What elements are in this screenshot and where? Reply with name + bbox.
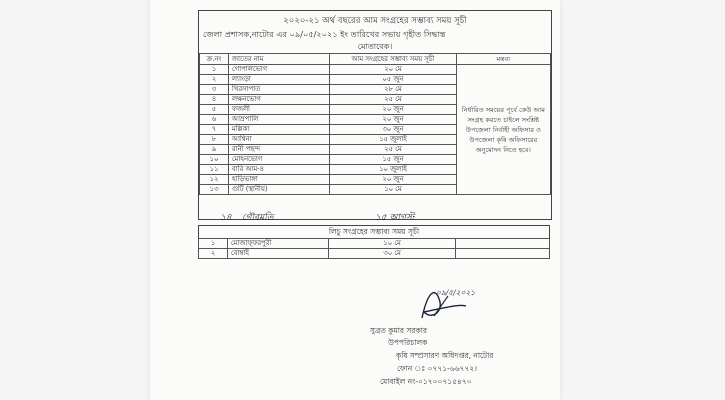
document-subtitle: জেলা প্রশাসক,নাটোর এর ০৯/০৫/২০২১ ইং তারিখের সভায় গৃহীত সিদ্ধান্ত [203, 29, 446, 39]
row-sl: ৫ [200, 105, 229, 115]
row-variety: খিরসাপাত [228, 85, 329, 95]
row-sl: ৬ [200, 115, 229, 125]
row-date: ০৫ জুন [330, 75, 457, 85]
litchi-title: লিচু সংগ্রহের সম্ভাব্য সময় সূচী [198, 225, 550, 239]
row-date: ১০ মে [330, 185, 457, 195]
row-date: ৩০ জুন [330, 125, 457, 135]
litchi-schedule-table [198, 238, 550, 259]
row-date: ২৮ মে [330, 85, 457, 95]
row-variety: মোজাফ্ফরপুরী [227, 239, 329, 249]
row-sl: ১ [199, 239, 228, 249]
row-variety: বারি আম-৪ [228, 165, 329, 175]
row-variety: মল্লিকা [228, 125, 329, 135]
row-date: ২০ জুন [330, 175, 457, 185]
litchi-schedule-box [198, 225, 550, 267]
row-sl: ৭ [200, 125, 229, 135]
row-variety: রানী পছন্দ [228, 145, 329, 155]
row-sl: ২ [199, 249, 228, 259]
row-variety: লক্ষনভোগ [228, 95, 329, 105]
row-sl: ২ [200, 75, 229, 85]
signatory-phone: ফোন ঃ ০৭৭১-৬৬৭৭২। [397, 364, 477, 373]
row-date: ১৫ জুন [330, 155, 457, 165]
row-date: ২০ জুন [330, 115, 457, 125]
header-variety: জাতের নাম [228, 54, 329, 65]
row-sl: ১২ [200, 175, 229, 185]
header-date: আম সংগ্রহের সম্ভাব্য সময় সূচী [330, 54, 457, 65]
row-date: ১০ মে [329, 239, 455, 249]
table-row [200, 65, 551, 75]
litchi-remarks [455, 249, 549, 259]
row-variety: মোহনভোগ [228, 155, 329, 165]
row-variety: আম্রপালি [228, 115, 329, 125]
row-sl: ৮ [200, 135, 229, 145]
signature-date: ০৯/৫/২০২১ [436, 288, 476, 297]
row-date: ১০ জুলাই [330, 165, 457, 175]
litchi-remarks [455, 239, 549, 249]
mango-schedule-table [199, 53, 551, 195]
row-sl: ১ [200, 65, 229, 75]
row-variety: গুটি (স্থানীয়) [228, 185, 329, 195]
row-sl: ৯ [200, 145, 229, 155]
litchi-row [199, 239, 550, 249]
row-date: ২০ মে [330, 65, 457, 75]
handwritten-sl: ১৪ [220, 213, 232, 223]
row-sl: ১০ [200, 155, 229, 165]
signatory-designation: উপপরিচালক [388, 338, 428, 347]
header-sl: ক্র.নং [200, 54, 229, 65]
signatory-mobile: মোবাইল নং-০১৭০০৭১৫৪৭০ [380, 377, 472, 386]
row-sl: ৩ [200, 85, 229, 95]
row-date: ২৫ মে [330, 145, 457, 155]
row-variety: হাড়িভাঙ্গা [228, 175, 329, 185]
row-date: ২০ জুন [330, 105, 457, 115]
row-variety: ল্যাংড়া [228, 75, 329, 85]
row-date: ২৫ মে [330, 95, 457, 105]
row-variety: গোপালভোগ [228, 65, 329, 75]
row-variety: ফজলী [228, 105, 329, 115]
row-sl: ৪ [200, 95, 229, 105]
document-page [150, 0, 560, 400]
document-subtitle-cont: মোতাবেক। [357, 42, 393, 51]
litchi-row [199, 249, 550, 259]
row-date: ৩০ মে [329, 249, 455, 259]
row-sl: ১৩ [200, 185, 229, 195]
header-remarks: মন্তব্য [456, 54, 550, 65]
row-variety: বোম্বাই [227, 249, 329, 259]
table-header-row [200, 54, 551, 65]
mango-schedule-box [198, 10, 552, 220]
document-title: ২০২০-২১ অর্থ বছরের আম সংগ্রহের সম্ভাব্য সময় সূচী [283, 16, 467, 26]
handwritten-date: ১৫ আগস্ট [375, 213, 415, 223]
handwritten-variety: গৌরমতি [242, 213, 274, 223]
remarks-note: নির্ধারিত সময়ের পূর্বে কেউ আম সংগ্রহ করতে চাইলে সংশ্লিষ্ট উপজেলা নির্বাহী অফিসার ও উপজেলা কৃষি অফিসারের অনুমোদন নিতে হবে। [456, 65, 550, 195]
row-variety: আশ্বিনা [228, 135, 329, 145]
signatory-name: সুব্রত কুমার সরকার [370, 326, 428, 335]
signatory-office: কৃষি সম্প্রসারণ অধিদপ্তর, নাটোর [396, 351, 494, 360]
row-sl: ১১ [200, 165, 229, 175]
row-date: ১৫ জুলাই [330, 135, 457, 145]
